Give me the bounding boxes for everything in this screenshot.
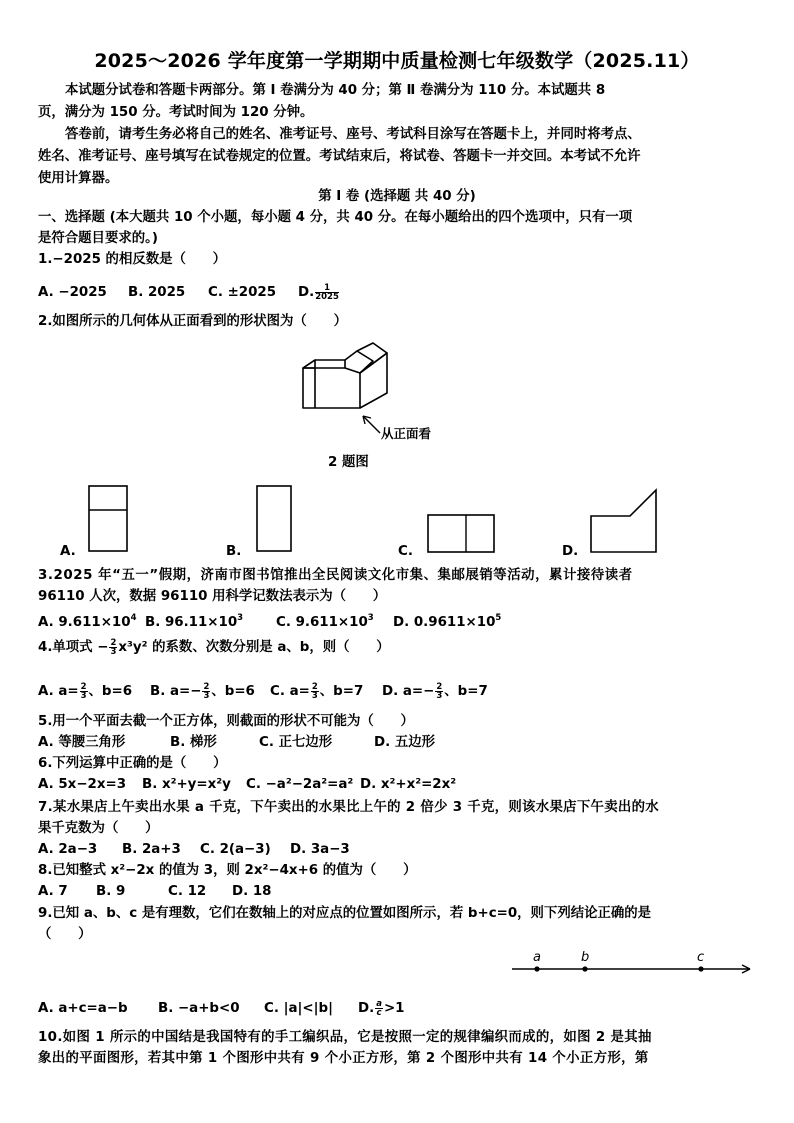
q4-option-c: C. a= $\frac{2}{3}$ 、b=7 [270, 681, 364, 701]
section-heading: 第 Ⅰ 卷 (选择题 共 40 分) [318, 189, 476, 204]
q4-option-b: B. a=− $\frac{2}{3}$ 、b=6 [150, 681, 255, 701]
q1-stem: 1.−2025 的相反数是（ ） [38, 252, 227, 267]
q10-stem: 象出的平面图形，若其中第 1 个图形中共有 9 个小正方形，第 2 个图形中共有 14 个小正方形，第 [38, 1051, 649, 1066]
q7-option-a: A. 2a−3 [38, 842, 98, 857]
q6-option-b: B. x²+y=x²y [142, 777, 231, 792]
q2-option-b-figure [255, 484, 295, 556]
q7-stem: 7.某水果店上午卖出水果 a 千克，下午卖出的水果比上午的 2 倍少 3 千克，则该水果店下午卖出的水 [38, 800, 659, 815]
q1-option-a: A. −2025 [38, 285, 107, 300]
intro-line: 姓名、准考证号、座号填写在试卷规定的位置。考试结束后，将试卷、答题卡一并交回。本考试不允许 [38, 149, 641, 164]
q9-stem: 9.已知 a、b、c 是有理数，它们在数轴上的对应点的位置如图所示，若 b+c=0，则下列结论正确的是 [38, 906, 652, 921]
q4-option-d: D. a=− $\frac{2}{3}$ 、b=7 [382, 681, 488, 701]
q8-option-c: C. 12 [168, 884, 207, 899]
q2-solid-figure [295, 338, 455, 448]
q10-stem: 10.如图 1 所示的中国结是我国特有的手工编织品，它是按照一定的规律编织而成的，如图 2 是其抽 [38, 1030, 652, 1045]
q8-option-b: B. 9 [96, 884, 126, 899]
q9-option-c: C. |a|<|b| [264, 1001, 333, 1016]
q6-option-d: D. x²+x²=2x² [360, 777, 457, 792]
q8-option-a: A. 7 [38, 884, 68, 899]
q1-option-d: D. $\frac{1}{2025}$ [298, 282, 339, 302]
q3-option-d: D. $0.9611\times 10^5$ [393, 613, 502, 630]
q9-number-line [508, 944, 758, 980]
q2-arrow-label: 从正面看 [381, 426, 432, 441]
q7-stem: 果千克数为（ ） [38, 821, 159, 836]
q5-option-c: C. 正七边形 [259, 735, 333, 750]
q2-option-c-label: C. [398, 544, 413, 559]
label-a: a [533, 950, 541, 965]
intro-line: 页，满分为 150 分。考试时间为 120 分钟。 [38, 105, 314, 120]
q7-option-d: D. 3a−3 [290, 842, 350, 857]
q5-option-b: B. 梯形 [170, 735, 217, 750]
q6-stem: 6.下列运算中正确的是（ ） [38, 756, 227, 771]
label-c: c [697, 950, 705, 965]
q6-option-a: A. 5x−2x=3 [38, 777, 127, 792]
section-instruction: 一、选择题 (本大题共 10 个小题，每小题 4 分，共 40 分。在每小题给出的四个选项中，只有一项 [38, 210, 633, 225]
q2-option-b-label: B. [226, 544, 242, 559]
q3-stem: 96110 人次，数据 96110 用科学记数法表示为（ ） [38, 589, 387, 604]
q3-option-c: C. $9.611\times 10^3$ [276, 613, 374, 630]
label-b: b [581, 950, 590, 965]
intro-line: 答卷前，请考生务必将自己的姓名、准考证号、座号、考试科目涂写在答题卡上，并同时将考点、 [65, 127, 641, 142]
section-instruction: 是符合题目要求的。) [38, 231, 158, 246]
q2-stem: 2.如图所示的几何体从正面看到的形状图为（ ） [38, 314, 347, 329]
q2-option-d-figure [588, 487, 660, 555]
q3-stem: 3.2025 年“五一”假期，济南市图书馆推出全民阅读文化市集、集邮展销等活动，累计接待读者 [38, 568, 633, 583]
page-title: 2025～2026 学年度第一学期期中质量检测七年级数学（2025.11） [94, 50, 700, 72]
q9-option-a: A. a+c=a−b [38, 1001, 128, 1016]
intro-line: 本试题分试卷和答题卡两部分。第 Ⅰ 卷满分为 40 分；第 Ⅱ 卷满分为 110 分。本试题共 8 [65, 83, 606, 98]
q2-option-a-label: A. [60, 544, 76, 559]
q3-option-b: B. $96.11\times 10^3$ [145, 613, 244, 630]
point-c [698, 966, 703, 971]
q5-option-a: A. 等腰三角形 [38, 735, 126, 750]
q9-option-b: B. −a+b<0 [158, 1001, 240, 1016]
q8-option-d: D. 18 [232, 884, 272, 899]
q8-stem: 8.已知整式 x²−2x 的值为 3，则 2x²−4x+6 的值为（ ） [38, 863, 417, 878]
q2-option-d-label: D. [562, 544, 579, 559]
q7-option-b: B. 2a+3 [122, 842, 181, 857]
q2-option-a-figure [86, 484, 132, 556]
q5-option-d: D. 五边形 [374, 735, 436, 750]
q4-stem: 4.单项式 − $\frac{2}{3}$ x³y² 的系数、次数分别是 a、b，则（ ） [38, 637, 390, 657]
q5-stem: 5.用一个平面去截一个正方体，则截面的形状不可能为（ ） [38, 714, 414, 729]
point-b [582, 966, 587, 971]
intro-text [38, 80, 760, 190]
q1-option-b: B. 2025 [128, 285, 186, 300]
point-a [534, 966, 539, 971]
q9-option-d: D. $\frac{a}{c}$ >1 [358, 998, 405, 1018]
intro-line: 使用计算器。 [38, 171, 119, 186]
q4-option-a: A. a= $\frac{2}{3}$ 、b=6 [38, 681, 133, 701]
q7-option-c: C. 2(a−3) [200, 842, 271, 857]
q1-option-c: C. ±2025 [208, 285, 277, 300]
q3-option-a: A. $9.611\times 10^4$ [38, 613, 137, 630]
q2-caption: 2 题图 [328, 455, 369, 470]
q2-option-c-figure [426, 513, 498, 555]
q6-option-c: C. −a²−2a²=a² [246, 777, 354, 792]
q9-stem: （ ） [38, 927, 92, 942]
